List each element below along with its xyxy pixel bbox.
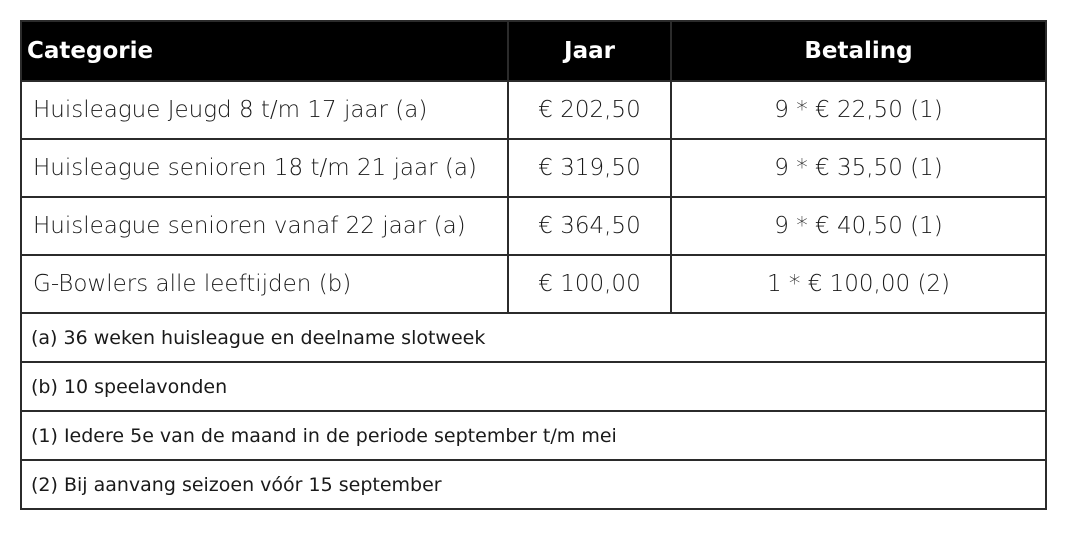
table-row: [21, 197, 1046, 255]
cell-betaling: 9 * € 22,50 (1): [671, 81, 1046, 139]
cell-betaling: 1 * € 100,00 (2): [671, 255, 1046, 313]
header-row: [21, 21, 1046, 81]
cell-jaar: € 202,50: [508, 81, 671, 139]
cell-categorie: Huisleague senioren vanaf 22 jaar (a): [21, 197, 508, 255]
cell-jaar: € 100,00: [508, 255, 671, 313]
note-a: (a) 36 weken huisleague en deelname slotweek: [21, 313, 1046, 362]
header-betaling: Betaling: [671, 21, 1046, 81]
note-row: [21, 313, 1046, 362]
table-row: [21, 139, 1046, 197]
fees-table: [20, 20, 1047, 510]
table-row: [21, 81, 1046, 139]
cell-betaling: 9 * € 35,50 (1): [671, 139, 1046, 197]
cell-categorie: G-Bowlers alle leeftijden (b): [21, 255, 508, 313]
header-jaar: Jaar: [508, 21, 671, 81]
note-b: (b) 10 speelavonden: [21, 362, 1046, 411]
cell-categorie: Huisleague Jeugd 8 t/m 17 jaar (a): [21, 81, 508, 139]
cell-jaar: € 319,50: [508, 139, 671, 197]
table-row: [21, 255, 1046, 313]
header-categorie: Categorie: [21, 21, 508, 81]
note-row: [21, 460, 1046, 509]
cell-betaling: 9 * € 40,50 (1): [671, 197, 1046, 255]
note-row: [21, 411, 1046, 460]
note-2: (2) Bij aanvang seizoen vóór 15 september: [21, 460, 1046, 509]
cell-categorie: Huisleague senioren 18 t/m 21 jaar (a): [21, 139, 508, 197]
note-row: [21, 362, 1046, 411]
cell-jaar: € 364,50: [508, 197, 671, 255]
note-1: (1) Iedere 5e van de maand in de periode september t/m mei: [21, 411, 1046, 460]
